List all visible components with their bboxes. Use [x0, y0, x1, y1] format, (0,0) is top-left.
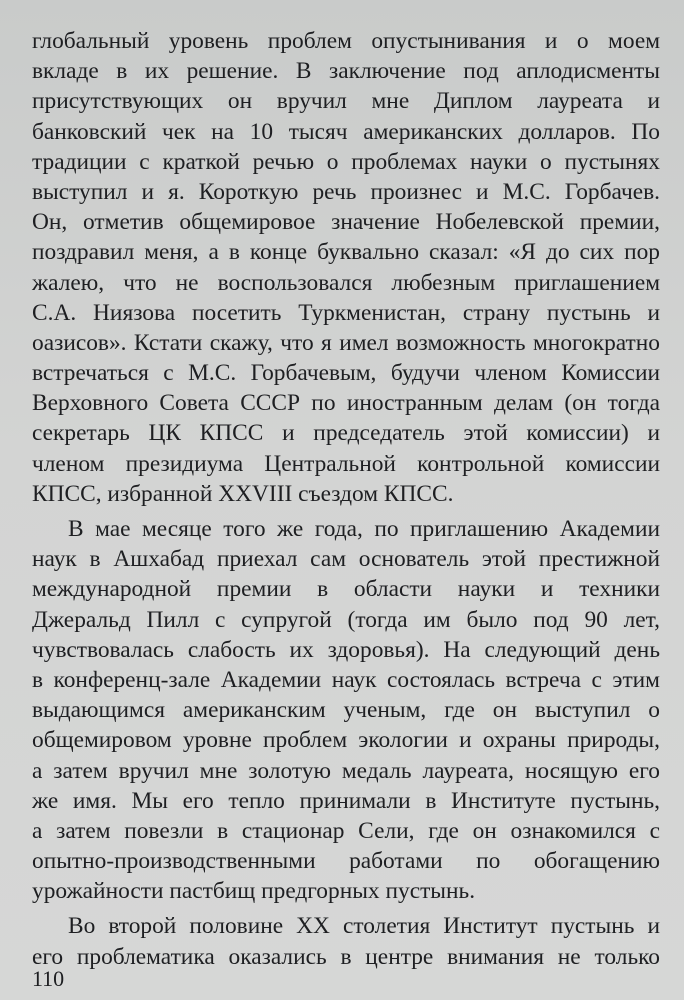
text-line: жалею, что не воспользовался любезным приглашением	[32, 269, 660, 296]
text-line: Джеральд Пилл с супругой (тогда им было под 90 лет,	[32, 606, 660, 633]
text-line: членом президиума Центральной контрольной комиссии	[32, 450, 660, 477]
text-line: секретарь ЦК КПСС и председатель этой комиссии) и	[32, 420, 660, 447]
text-line: опытно-производственными работами по обогащению	[32, 848, 660, 875]
paragraph-3	[32, 911, 660, 971]
text-line: Во второй половине XX столетия Институт пустынь и	[68, 913, 660, 940]
text-line: присутствующих он вручил мне Диплом лауреата и	[32, 88, 660, 115]
text-line: чувствовалась слабость их здоровья). На следующий день	[32, 636, 660, 663]
text-line: традиции с краткой речью о проблемах науки о пустынях	[32, 148, 660, 175]
text-line: КПСС, избранной XXVIII съездом КПСС.	[32, 480, 454, 507]
text-line: Он, отметив общемировое значение Нобелевской премии,	[32, 209, 660, 236]
text-line: общемировом уровне проблем экологии и охраны природы,	[32, 727, 660, 754]
text-line: его проблематика оказались в центре внимания не только	[32, 943, 660, 970]
text-line: международной премии в области науки и техники	[32, 576, 660, 603]
text-line: выступил и я. Короткую речь произнес и М.С. Горбачев.	[32, 178, 660, 205]
body-text	[32, 26, 660, 972]
text-line: банковский чек на 10 тысяч американских долларов. По	[32, 118, 660, 145]
text-line: поздравил меня, а в конце буквально сказал: «Я до сих пор	[32, 239, 660, 266]
text-line: а затем повезли в стационар Сели, где он ознакомился с	[32, 817, 660, 844]
paragraph-1	[32, 26, 660, 509]
text-line: С.А. Ниязова посетить Туркменистан, страну пустынь и	[32, 299, 660, 326]
text-line: выдающимся американским ученым, где он выступил о	[32, 697, 660, 724]
paragraph-2	[32, 514, 660, 906]
text-line: а затем вручил мне золотую медаль лауреата, носящую его	[32, 757, 660, 784]
text-line: Верховного Совета СССР по иностранным делам (он тогда	[32, 390, 660, 417]
text-line: глобальный уровень проблем опустынивания и о моем	[32, 28, 660, 54]
text-line: встречаться с М.С. Горбачевым, будучи членом Комиссии	[32, 360, 660, 387]
text-line: же имя. Мы его тепло принимали в Институте пустынь,	[32, 787, 660, 814]
text-line: В мае месяце того же года, по приглашению Академии	[68, 516, 660, 542]
text-line: оазисов». Кстати скажу, что я имел возможность многократно	[32, 329, 660, 356]
text-line: вкладе в их решение. В заключение под аплодисменты	[32, 58, 660, 85]
text-line: наук в Ашхабад приехал сам основатель этой престижной	[32, 546, 660, 573]
text-line: урожайности пастбищ предгорных пустынь.	[32, 878, 476, 905]
page-number: 110	[32, 966, 65, 991]
text-line: в конференц-зале Академии наук состоялась встреча с этим	[32, 666, 660, 693]
